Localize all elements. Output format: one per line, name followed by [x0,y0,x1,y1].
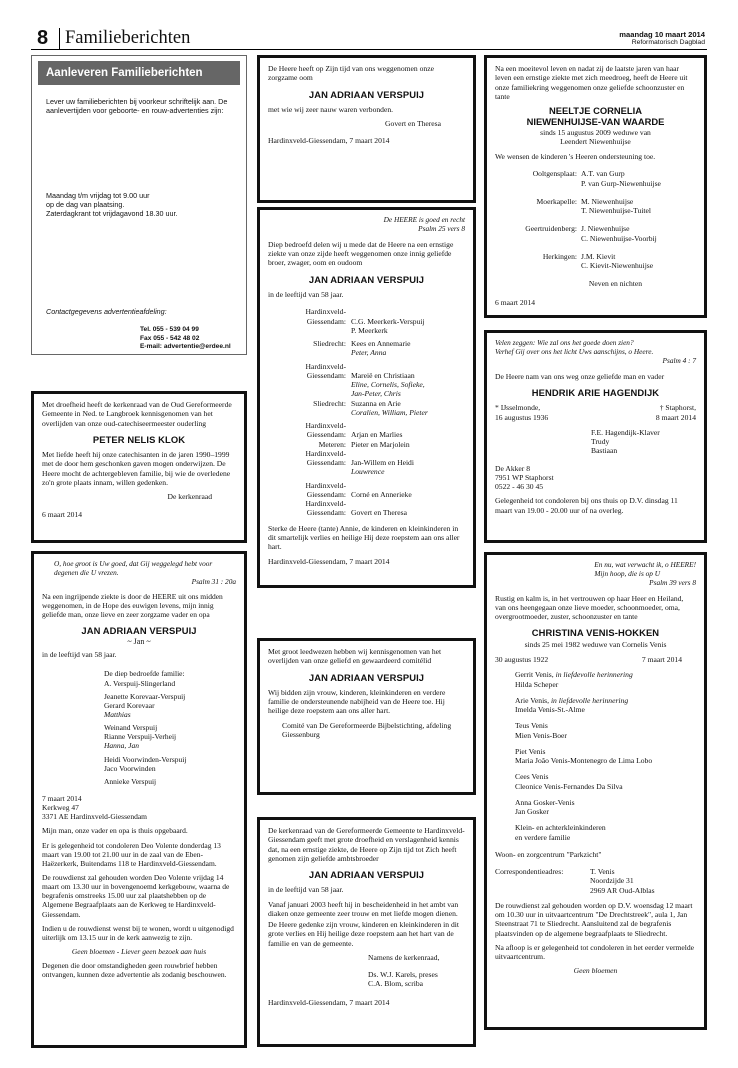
family-member [515,823,696,832]
notice-place-date: Hardinxveld-Giessendam, 7 maart 2014 [268,557,390,567]
correspondence-line: 2969 AR Oud-Alblas [590,885,655,895]
notice-wish: We wensen de kinderen 's Heeren ondersteuning toe. [495,152,656,162]
deceased-age: in de leeftijd van 58 jaar. [268,290,344,299]
family-member: Annieke Verspuij [104,776,157,786]
family-member [515,772,696,781]
family-member: Jan-Willem en Heidi [351,458,414,467]
notice-intro: Diep bedroefd delen wij u mede dat de Heere na een ernstige ziekte van onze zijde heeft weggenomen onze innig geliefde broer, zwager, oom en oudoom [268,239,454,268]
family-remark: in liefdevolle herinnering [550,695,629,705]
correspondence-address [590,867,655,895]
birth-date: 30 augustus 1922 [495,655,549,665]
family-list [268,307,465,517]
family-gap [497,243,696,252]
submission-time-line: Maandag t/m vrijdag tot 9.00 uur [46,191,150,200]
family-member [515,731,696,740]
family-gap [497,188,696,197]
family-names [351,430,465,439]
family-place: Hardinxveld- [305,499,346,508]
submission-heading: Aanleveren Familieberichten [38,61,240,85]
signature-line: C.A. Blom, scriba [368,979,424,989]
notice-signature-block [268,953,465,989]
page-number: 8 [37,27,49,49]
family-names [351,458,465,477]
family-name: Teus Venis [515,721,548,731]
correspondence-line: Noordzijde 31 [590,876,634,886]
notice-paragraph: De rouwdienst zal gehouden worden op D.V. woensdag 12 maart om 10.30 uur in uitvaartcentrum "De Drechtstreek", aula 1, Jan Steenstraat 71 te Sliedrecht. Aansluitend zal de begrafenis plaatsvinden op de algemene begraafplaats te Sliedrecht. [495,900,693,938]
family-place: Ooltgensplaat: [532,169,577,179]
family-name: Klein- en achterkleinkinderen [515,823,606,833]
family-children: Eline, Cornelis, Sofieke, [351,380,425,389]
family-name: Jan Gosker [515,807,549,817]
family-names [351,490,465,499]
family-place: Hardinxveld- [305,421,346,430]
notice-jan-church [257,817,476,1047]
family-member: A. Verspuij-Slingerland [104,678,176,688]
family-member: J.M. Kievit [581,251,616,261]
family-member: M. Niewenhuijse [581,196,634,206]
family-place: Herkingen: [542,251,577,261]
notice-intro: Na een ingrijpende ziekte is door de HEERE uit ons midden weggenomen, in de Hope des euwigen levens, mijn innig geliefde man, onze lieve en zeer zorgzame vader en opa [42,591,223,619]
family-member [515,833,696,842]
family-member [515,807,696,816]
residence: Woon- en zorgcentrum "Parkzicht" [495,849,602,859]
family-member: Suzanna en Arie [351,398,401,408]
family-names [351,481,465,490]
deceased-name: JAN ADRIAAN VERSPUIJ [308,869,425,880]
address-street: Kerkweg 47 [42,803,79,813]
family-member [515,680,696,689]
family-member: P. van Gurp-Niewenhuijse [581,178,661,188]
family-member [515,756,696,765]
submission-time-line: Zaterdagkrant tot vrijdagavond 18.30 uur. [46,208,178,218]
family-gap [515,765,696,772]
family-children: Peter, Anna [351,348,387,358]
notice-closing: Sterke de Heere (tante) Annie, de kinderen en kleinkinderen in dit smartelijk verlies en heilige Hij deze roepstem aan ons aller hart. [268,523,460,551]
notice-intro: De kerkenraad van de Gereformeerde Gemeente te Hardinxveld-Giessendam geeft met grote droefheid en verslagenheid kennis dat, na een ernstige ziekte, de Heere op Zijn tijd tot Zich heeft genomen zijn geliefde ambtsbroeder [268,826,465,863]
birth-death-dates [495,413,696,422]
deceased-name: JAN ADRIAAN VERSPUIJ [308,671,425,683]
family-place: Hardinxveld- [305,448,346,458]
family-member [515,721,696,730]
family-member: Rianne Verspuij-Verheij [104,732,177,742]
family-member: Jeanette Korevaar-Verspuij [104,691,186,701]
family-member: Govert en Theresa [351,508,407,518]
family-names [351,307,465,316]
family-name: Cleonice Venis-Fernandes Da Silva [515,781,623,791]
notice-paragraph: De rouwdienst zal gehouden worden Deo Volente vrijdag 14 maart om 13.30 uur in bovengenoemd kerkgebouw, waarna de begrafenis omstreeks 15.00 uur zal plaatshebben op de Algemene Begraafplaats aan de Kerkweg te Hardinxveld-Giessendam. [42,872,230,919]
family-member: Arjan en Marlies [351,430,403,440]
header-separator [59,28,60,49]
family-member: Heidi Voorwinden-Verspuij [104,754,187,764]
family-place: Meteren: [318,439,346,449]
family-member [515,696,696,705]
family-name: Arie Venis, [515,695,551,705]
submission-intro: Lever uw familieberichten bij voorkeur schriftelijk aan. De aanlevertijden voor geboorte- en rouw-advertenties zijn: [46,97,228,115]
family-member: Hanna, Jan [104,741,139,751]
notice-hendrik [484,330,707,543]
birth-place: * IJsselmonde, [495,403,541,413]
family-member [515,798,696,807]
family-member [515,670,696,679]
family-place: Giessendam: [306,489,346,499]
family-member: A.T. van Gurp [581,169,625,179]
notice-intro: De Heere nam van ons weg onze geliefde man en vader [495,371,665,381]
death-date: 8 maart 2014 [655,412,696,422]
family-member: C.G. Meerkerk-Verspuij [351,316,425,326]
deceased-name: JAN ADRIAAN VERSPUIJ [308,273,425,285]
family-place: Giessendam: [306,508,346,518]
birth-date: 16 augustus 1936 [495,412,549,422]
deceased-name: CHRISTINA VENIS-HOKKEN [531,627,660,639]
family-place: Hardinxveld- [305,307,346,317]
signature-line: Namens de kerkenraad, [368,952,440,962]
submission-time-line: op de dag van plaatsing. [46,199,125,209]
family-remark: in liefdevolle herinnering [555,670,633,680]
family-children: Louwrence [351,467,385,477]
deceased-name: NEELTJE CORNELIA [548,105,643,116]
verse-line: Mijn hoop, die is op U [594,568,660,578]
contact-fax: Fax 055 - 542 48 02 [140,334,200,342]
family-name: Mien Venis-Boer [515,730,567,740]
contact-phone: Tel. 055 - 539 04 99 [140,326,199,333]
family-member: F.E. Hagendijk-Klaver [591,427,660,437]
family-names [351,508,465,517]
family-member: P. Meerkerk [351,325,388,335]
family-names [351,362,465,371]
verse-line: En nu, wat verwacht ik, o HEERE! [594,560,696,569]
correspondence-line: T. Venis [590,867,615,877]
verse-reference: Psalm 31 : 20a [191,576,236,586]
family-names [351,371,465,399]
family-place: Sliedrecht: [313,398,346,408]
family-names [351,449,465,458]
address-city: 3371 AE Hardinxveld-Giessendam [42,812,147,822]
family-names [351,399,465,418]
submission-info-box [31,55,247,355]
family-gap [497,215,696,224]
family-gap [515,816,696,823]
family-gap [515,740,696,747]
deceased-age: in de leeftijd van 58 jaar. [268,885,344,895]
deceased-nickname: ~ Jan ~ [127,636,151,646]
family-name: Piet Venis [515,746,546,756]
issue-date: maandag 10 maart 2014 [619,30,705,39]
deceased-name: JAN ADRIAAN VERSPUIJ [81,625,197,637]
family-place: Giessendam: [306,316,346,326]
family-place: Hardinxveld- [305,480,346,490]
family-member [515,782,696,791]
notice-christina [484,552,707,1030]
family-name: Anna Gosker-Venis [515,797,575,807]
notice-jan-siblings [257,207,476,588]
family-children: Jan-Peter, Chris [351,389,401,399]
family-place: Hardinxveld- [305,361,346,371]
family-member: Gerard Korevaar [104,700,155,710]
death-place: † Staphorst, [659,403,696,413]
verse-text: O, hoe groot is Uw goed, dat Gij weggelegd hebt voor degenen die U vrezen. [54,559,213,577]
family-name: Cees Venis [515,772,549,782]
notice-paragraph: De Heere gedenke zijn vrouw, kinderen en kleinkinderen in dit grote verlies en Hij heilige deze roepstem aan het hart van de familie en van de gemeente. [268,920,459,948]
notice-intro: Rustig en kalm is, in het vertrouwen op haar Heer en Heiland, van ons heengegaan onze lieve moeder, schoonmoeder, oma, overgrootmoeder, zuster, schoonzuster en tante [495,593,684,622]
notice-paragraph: Geen bloemen - Liever geen bezoek aan huis [71,946,207,956]
family-name: Hilda Scheper [515,679,559,689]
notice-intro: Met groot leedwezen hebben wij kennisgenomen van het overlijden van onze geliefd en gewaardeerd comitélid [268,647,442,666]
notice-jan-nephew [257,55,476,203]
family-names [351,499,465,508]
address-street: De Akker 8 [495,463,531,473]
notice-signature: De kerkenraad [167,492,212,502]
family-member: Corné en Annerieke [351,489,412,499]
family-member: Jaco Voorwinden [104,763,156,773]
family-member: Mareië en Christiaan [351,370,415,380]
notice-signature: Comité van De Gereformeerde Bijbelstichting, afdeling Giessenburg [282,720,452,739]
section-title: Familieberichten [65,28,191,48]
notice-neeltje [484,55,707,318]
family-place: Geertruidenberg: [525,224,577,234]
family-member: C. Kievit-Niewenhuijse [581,261,654,271]
family-member: Bastiaan [591,446,618,456]
contact-label: Contactgegevens advertentieafdeling: [46,307,167,316]
family-names [581,252,696,271]
notice-paragraph: Degenen die door omstandigheden geen rouwbrief hebben ontvangen, kunnen deze advertentie als zodanig beschouwen. [42,961,227,980]
notice-jan-family [31,551,247,1048]
notice-body: met wie wij zeer nauw waren verbonden. [268,104,394,114]
notice-intro: Met droefheid heeft de kerkenraad van de Oud Gereformeerde Gemeente in Ned. te Langbroek kennisgenomen van het overlijden van onze oud-catechiseermeester ouderling [42,400,232,428]
family-names [351,421,465,430]
family-place: Giessendam: [306,370,346,380]
correspondence-block [495,867,696,895]
phone-number: 0522 - 46 30 45 [495,482,544,492]
notice-place-date: Hardinxveld-Giessendam, 7 maart 2014 [268,997,390,1007]
widow-since: sinds 15 augustus 2009 weduwe van [540,127,651,137]
correspondence-label: Correspondentieadres: [495,867,564,877]
notice-date: 6 maart 2014 [42,510,83,520]
widow-since: sinds 25 mei 1982 weduwe van Cornelis Venis [524,639,667,649]
family-place: Giessendam: [306,430,346,440]
deceased-name: HENDRIK ARIE HAGENDIJK [531,386,660,398]
notice-paragraph: Vanaf januari 2003 heeft hij in bescheidenheid in het ambt van diaken onze gemeente zeer trouw en met liefde mogen dienen. [268,899,459,918]
newspaper-name: Reformatorisch Dagblad [631,39,705,46]
notice-paragraph: Mijn man, onze vader en opa is thuis opgebaard. [42,826,188,836]
family-list [495,169,696,270]
notice-intro: De Heere heeft op Zijn tijd van ons weggenomen onze zorgzame oom [268,64,434,83]
family-name: Gerrit Venis, [515,670,556,680]
family-names [351,440,465,449]
family-member: C. Niewenhuijse-Voorbij [581,233,657,243]
family-list [495,428,696,456]
page-header [31,24,707,50]
family-name: Imelda Venis-St.-Alme [515,705,585,715]
verse-reference: Psalm 39 vers 8 [649,577,696,587]
contact-details [140,326,231,352]
notice-klok [31,391,247,543]
family-names [581,197,696,216]
signature-line: Ds. W.J. Karels, preses [368,970,438,980]
death-date: 7 maart 2014 [641,655,682,665]
family-member: Weinand Verspuij [104,723,158,733]
widow-of: Leendert Niewenhuijse [560,136,631,146]
family-gap [515,689,696,696]
family-member: Matthias [104,710,131,720]
address-city: 7951 WP Staphorst [495,472,554,482]
notice-date: 7 maart 2014 [42,794,82,803]
notice-date: 6 maart 2014 [495,297,536,307]
verse-line: Verhef Gij over ons het licht Uws aanschijns, o Heere. [495,346,654,356]
family-member: J. Niewenhuijse [581,224,630,234]
notice-place-date: Hardinxveld-Giessendam, 7 maart 2014 [268,136,390,146]
notice-jan-committee [257,638,476,795]
family-gap [515,791,696,798]
verse-reference: Psalm 4 : 7 [662,355,696,365]
family-children: Coralien, William, Pieter [351,407,428,417]
family-list [42,669,236,786]
family-place: Giessendam: [306,458,346,467]
notice-paragraph: Er is gelegenheid tot condoleren Deo Volente donderdag 13 maart van 19.00 tot 21.00 uur in de zaal van de Eben-Haëzerkerk, Buitendams 118 te Hardinxveld-Giessendam. [42,840,221,868]
family-list [495,670,696,842]
verse-reference: Psalm 25 vers 8 [418,223,465,233]
notice-signature: Govert en Theresa [385,119,441,129]
family-name: en verdere familie [515,832,571,842]
notice-intro: Na een moeitevol leven en nadat zij de laatste jaren van haar leven een ernstige ziekte met zich meedroeg, heeft de Heere uit onze familiekring weggenomen onze geliefde schoonzuster en tante [495,64,688,101]
family-member [515,705,696,714]
family-name: Maria João Venis-Montenegro de Lima Lobo [515,756,653,766]
notice-paragraph: Na afloop is er gelegenheid tot condoleren in het eerder vermelde uitvaartcentrum. [495,942,695,962]
notice-paragraph: Geen bloemen [573,966,618,976]
verse-text: De HEERE is goed en recht [383,215,465,224]
deceased-age: in de leeftijd van 58 jaar. [42,650,117,660]
family-place: Sliedrecht: [313,339,346,348]
family-member: T. Niewenhuijse-Tuitel [581,206,652,216]
condolence-info: Gelegenheid tot condoleren bij ons thuis op D.V. dinsdag 11 maart van 19.00 - 20.00 uur of na overleg. [495,496,678,515]
birth-death-row [495,655,696,664]
deceased-name-married: NIEWENHUIJSE-VAN WAARDE [526,115,665,127]
family-member: Trudy [591,437,610,447]
family-member: Pieter en Marjolein [351,439,410,449]
family-gap [515,714,696,721]
deceased-name: JAN ADRIAAN VERSPUIJ [308,88,425,100]
birth-death-row [495,403,696,412]
family-member: De diep bedroefde familie: [104,669,185,679]
submission-times [32,192,246,218]
deceased-name: PETER NELIS KLOK [92,433,186,445]
notice-body: Met liefde heeft hij onze catechisanten in de jaren 1990–1999 met de door hem geschonken gaven mogen onderwijzen. De Heere mocht de achtergebleven familie, bij wie de overledene zo'n grote plaats innam, willen gedenken. [42,450,231,487]
family-names [351,317,465,336]
notice-body: Wij bidden zijn vrouw, kinderen, kleinkinderen en verdere familie de ondersteunende nabijheid van de Heere toe. Hij heilige deze roepstem aan ons aller hart. [268,687,446,716]
family-names [581,224,696,243]
nephews-nieces: Neven en nichten [588,279,643,289]
family-names [351,339,465,358]
verse-line: Velen zeggen: Wie zal ons het goede doen zien? [495,338,634,347]
family-names [581,169,696,188]
family-place: Moerkapelle: [536,196,577,206]
contact-email[interactable]: E-mail: advertentie@erdee.nl [140,343,231,351]
family-member [515,747,696,756]
family-member: Kees en Annemarie [351,339,411,348]
notice-paragraph: Indien u de rouwdienst wenst bij te wonen, wordt u uitgenodigd uiterlijk om 13.15 uur in de kerk aanwezig te zijn. [42,923,234,942]
